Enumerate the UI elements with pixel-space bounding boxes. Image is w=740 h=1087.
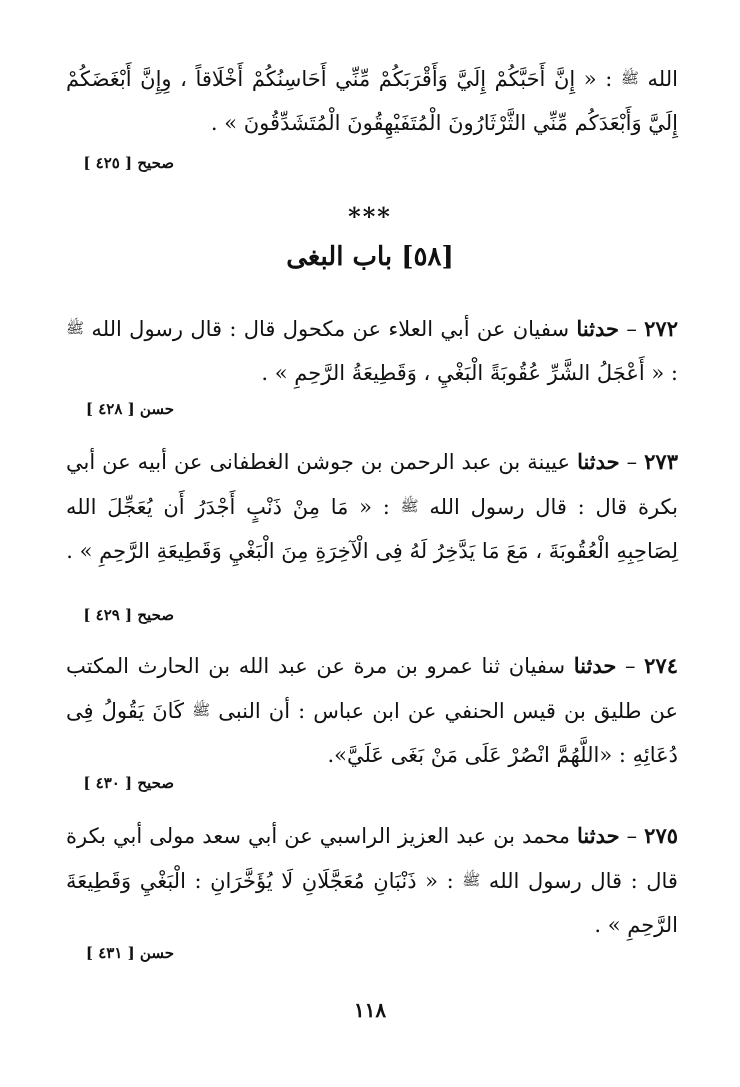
hadith-number: ٢٧٢ [644, 316, 678, 341]
pbuh-seal: ﷺ [66, 319, 85, 337]
hadith-273 [66, 440, 678, 573]
grade-label: حسن [ ٤٣١ ] [85, 944, 174, 962]
hadith-number: ٢٧٣ [644, 449, 678, 474]
hadith-number: ٢٧٤ [644, 653, 678, 678]
page-number: ١١٨ [353, 998, 387, 1022]
hadith-text: ٢٧٥ – حدثنا محمد بن عبد العزيز الراسبي عن أبي سعد مولى أبي بكرة قال : قال رسول الله ﷺ : « ذَنْبَانِ مُعَجَّلَانِ لَا يُؤَخَّرَانِ : الْبَغْيِ وَقَطِيعَةَ الرَّحِمِ » . [66, 823, 679, 937]
hadith-text: ٢٧٢ – حدثنا سفيان عن أبي العلاء عن مكحول قال : قال رسول الله ﷺ : « أَعْجَلُ الشَّرِّ عُقُوبَةً الْبَغْيِ ، وَقَطِيعَةُ الرَّحِمِ » . [66, 316, 678, 385]
hadith-text: ٢٧٤ – حدثنا سفيان ثنا عمرو بن مرة عن عبد الله بن الحارث المكتب عن طليق بن قيس الحنفي عن ابن عباس : أن النبى ﷺ كَانَ يَقُولُ فِى دُعَائِهِ : «اللَّهُمَّ انْصُرْ عَلَى مَنْ بَغَى عَلَيَّ». [66, 653, 678, 767]
haddathana: حدثنا [577, 823, 620, 848]
chapter-title: [٥٨] باب البغى [286, 242, 454, 272]
pbuh-seal: ﷺ [192, 701, 211, 719]
hadith-text: ٢٧٣ – حدثنا عيينة بن عبد الرحمن بن جوشن الغطفانى عن أبيه عن أبي بكرة قال : قال رسول الله ﷺ : « مَا مِنْ ذَنْبٍ أَجْدَرُ أَن يُعَجِّلَ الله لِصَاحِبِهِ الْعُقُوبَةَ ، مَعَ مَا يَدَّخِرُ لَهُ فِى الْآخِرَةِ مِنَ الْبَغْيِ وَقَطِيعَةِ الرَّحِمِ » . [66, 449, 678, 563]
intro-paragraph [66, 56, 678, 145]
grade-label: صحيح [ ٤٣٠ ] [83, 774, 174, 792]
haddathana: حدثنا [577, 449, 620, 474]
grade-label: حسن [ ٤٢٨ ] [85, 400, 174, 418]
hadith-number: ٢٧٥ [644, 823, 679, 848]
haddathana: حدثنا [576, 316, 620, 341]
grade-label: صحيح [ ٤٢٩ ] [83, 606, 174, 624]
pbuh-seal: ﷺ [400, 497, 419, 515]
pbuh-seal: ﷺ [620, 69, 639, 87]
haddathana: حدثنا [573, 653, 617, 678]
pbuh-seal: ﷺ [462, 871, 481, 889]
intro-text: الله ﷺ : « إِنَّ أَحَبَّكُمْ إِلَيَّ وَأَقْرَبَكُمْ مِّنِّي أَحَاسِنُكُمْ أَخْلَاقاً ، وِإِنَّ أَبْغَضَكُمْ إِلَيَّ وَأَبْعَدَكُم مِّنِّي الثَّرْثَارُونَ الْمُتَفَيْهِقُونَ الْمُتَشَدِّقُونَ » . [66, 67, 678, 135]
hadith-275 [66, 814, 678, 947]
hadith-272 [66, 306, 678, 395]
grade-label: صحيح [ ٤٢٥ ] [83, 154, 174, 172]
hadith-274 [66, 644, 678, 777]
section-divider: *** [348, 202, 392, 231]
